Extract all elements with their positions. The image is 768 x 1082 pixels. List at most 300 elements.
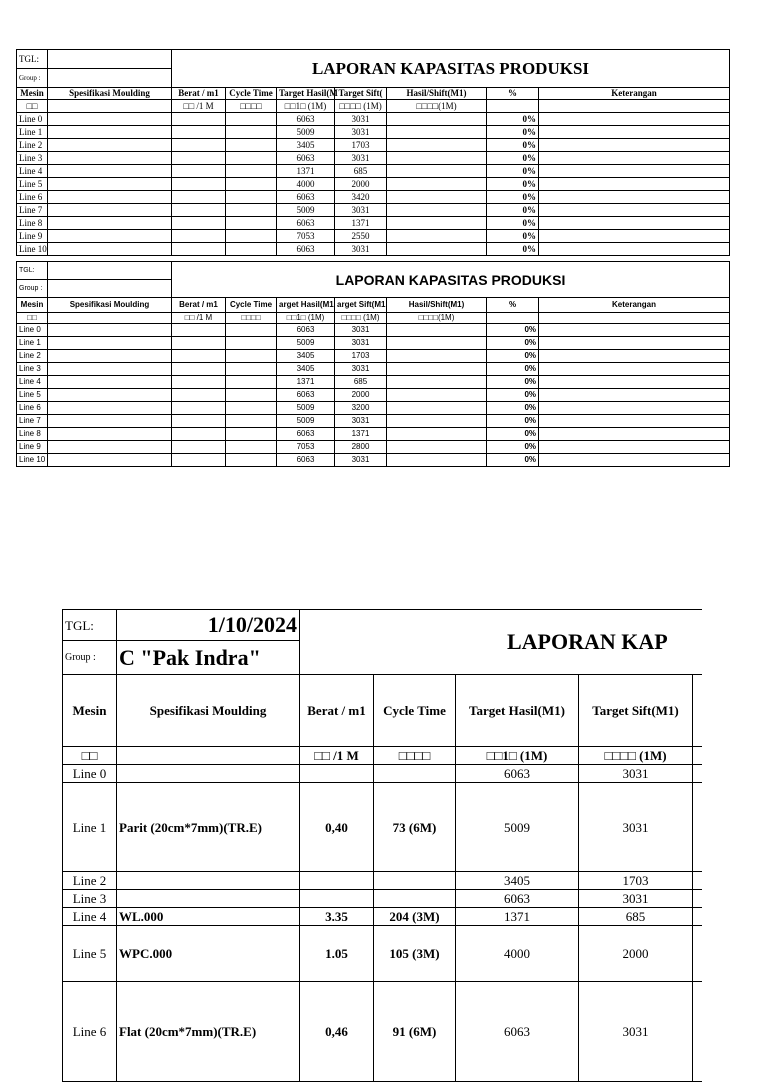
keterangan-cell[interactable] <box>539 204 730 217</box>
header-target-hasil: Target Hasil(M <box>277 88 335 100</box>
cycle-time-cell[interactable] <box>226 428 277 441</box>
subheader-row <box>17 313 730 324</box>
line-cell: Line 5 <box>17 389 48 402</box>
spec-cell[interactable] <box>48 204 172 217</box>
percent-cell: 0% <box>487 389 539 402</box>
berat-cell[interactable] <box>172 191 226 204</box>
group-label: Group : <box>63 641 117 675</box>
percent-cell: 0% <box>487 454 539 467</box>
spec-cell[interactable] <box>48 126 172 139</box>
line-cell: Line 4 <box>63 908 117 926</box>
table-body <box>17 113 730 256</box>
line-cell: Line 8 <box>17 217 48 230</box>
table-row <box>17 243 730 256</box>
cycle-time-cell[interactable] <box>226 152 277 165</box>
table-row <box>17 415 730 428</box>
cycle-time-cell[interactable] <box>226 126 277 139</box>
keterangan-cell[interactable] <box>539 178 730 191</box>
percent-cell: 0% <box>487 243 539 256</box>
hasil-shift-cell[interactable] <box>387 165 487 178</box>
berat-cell[interactable] <box>172 113 226 126</box>
target-hasil-cell: 3405 <box>277 363 335 376</box>
subheader-target-hasil: □□1□ (1M) <box>277 313 335 324</box>
berat-cell: 1.05 <box>300 926 374 982</box>
table-row <box>63 890 703 908</box>
berat-cell[interactable] <box>172 165 226 178</box>
percent-cell: 0% <box>487 178 539 191</box>
subheader-hasil-shift: □□□□(1M) <box>387 100 487 113</box>
cycle-time-cell[interactable] <box>226 165 277 178</box>
table-body <box>17 324 730 467</box>
target-sift-cell: 3031 <box>579 982 693 1082</box>
target-sift-cell: 685 <box>579 908 693 926</box>
percent-cell: 0% <box>487 126 539 139</box>
percent-cell: 0% <box>487 152 539 165</box>
subheader-mesin: □□ <box>17 100 48 113</box>
header-keterangan: Keterangan <box>539 298 730 313</box>
keterangan-cell[interactable] <box>539 402 730 415</box>
spec-cell <box>117 765 300 783</box>
table-row <box>17 389 730 402</box>
table-row <box>17 428 730 441</box>
spec-cell[interactable] <box>48 217 172 230</box>
spec-cell[interactable] <box>48 428 172 441</box>
subheader-berat: □□ /1 M <box>172 313 226 324</box>
spec-cell[interactable] <box>48 230 172 243</box>
target-sift-cell: 3031 <box>335 337 387 350</box>
hasil-shift-cell[interactable] <box>387 139 487 152</box>
group-value[interactable] <box>48 280 172 298</box>
table-row <box>63 783 703 872</box>
subheader-percent <box>487 313 539 324</box>
line-cell: Line 6 <box>17 402 48 415</box>
target-sift-cell: 3031 <box>579 783 693 872</box>
table-row <box>17 376 730 389</box>
berat-cell[interactable] <box>172 230 226 243</box>
keterangan-cell[interactable] <box>539 350 730 363</box>
target-sift-cell: 3031 <box>335 204 387 217</box>
keterangan-cell[interactable] <box>539 243 730 256</box>
spec-cell[interactable] <box>48 178 172 191</box>
overflow-cell[interactable] <box>693 872 703 890</box>
percent-cell: 0% <box>487 428 539 441</box>
header-berat: Berat / m1 <box>300 675 374 747</box>
table-body <box>63 765 703 1082</box>
target-hasil-cell: 6063 <box>277 324 335 337</box>
overflow-cell[interactable] <box>693 926 703 982</box>
hasil-shift-cell[interactable] <box>387 441 487 454</box>
berat-cell[interactable] <box>172 204 226 217</box>
header-target-hasil: arget Hasil(M1 <box>277 298 335 313</box>
line-cell: Line 2 <box>63 872 117 890</box>
line-cell: Line 5 <box>63 926 117 982</box>
table-row <box>17 178 730 191</box>
berat-cell[interactable] <box>172 363 226 376</box>
subheader-target-sift: □□□□ (1M) <box>335 313 387 324</box>
target-sift-cell: 3420 <box>335 191 387 204</box>
zoomed-sheet-viewport <box>0 600 690 1039</box>
spec-cell: WPC.000 <box>117 926 300 982</box>
target-sift-cell: 1703 <box>579 872 693 890</box>
percent-cell: 0% <box>487 363 539 376</box>
keterangan-cell[interactable] <box>539 217 730 230</box>
target-hasil-cell: 5009 <box>277 415 335 428</box>
subheader-target-hasil: □□1□ (1M) <box>277 100 335 113</box>
cycle-time-cell: 105 (3M) <box>374 926 456 982</box>
target-sift-cell: 3031 <box>335 113 387 126</box>
spec-cell[interactable] <box>48 389 172 402</box>
target-hasil-cell: 5009 <box>277 126 335 139</box>
target-sift-cell: 3031 <box>579 765 693 783</box>
keterangan-cell[interactable] <box>539 337 730 350</box>
cycle-time-cell[interactable] <box>226 324 277 337</box>
target-hasil-cell: 3405 <box>277 139 335 152</box>
cycle-time-cell[interactable] <box>226 337 277 350</box>
percent-cell: 0% <box>487 204 539 217</box>
hasil-shift-cell[interactable] <box>387 204 487 217</box>
header-percent: % <box>487 298 539 313</box>
spec-cell[interactable] <box>48 152 172 165</box>
table-row <box>63 982 703 1082</box>
target-sift-cell: 1703 <box>335 139 387 152</box>
spec-cell[interactable] <box>48 191 172 204</box>
berat-cell[interactable] <box>172 178 226 191</box>
percent-cell: 0% <box>487 402 539 415</box>
line-cell: Line 10 <box>17 454 48 467</box>
hasil-shift-cell[interactable] <box>387 243 487 256</box>
spec-cell[interactable] <box>48 165 172 178</box>
group-label: Group : <box>17 69 48 88</box>
report-title: LAPORAN KAPASITAS PRODUKSI <box>172 50 730 88</box>
subheader-row <box>63 747 703 765</box>
percent-cell: 0% <box>487 350 539 363</box>
subheader-mesin: □□ <box>17 313 48 324</box>
line-cell: Line 2 <box>17 350 48 363</box>
header-row <box>63 675 703 747</box>
percent-cell: 0% <box>487 165 539 178</box>
target-sift-cell: 3031 <box>335 415 387 428</box>
cycle-time-cell[interactable] <box>226 376 277 389</box>
line-cell: Line 10 <box>17 243 48 256</box>
target-sift-cell: 3031 <box>335 243 387 256</box>
keterangan-cell[interactable] <box>539 454 730 467</box>
overflow-cell[interactable] <box>693 765 703 783</box>
table-row <box>17 363 730 376</box>
hasil-shift-cell[interactable] <box>387 217 487 230</box>
hasil-shift-cell[interactable] <box>387 152 487 165</box>
line-cell: Line 9 <box>17 441 48 454</box>
group-value[interactable] <box>48 69 172 88</box>
hasil-shift-cell[interactable] <box>387 376 487 389</box>
keterangan-cell[interactable] <box>539 230 730 243</box>
hasil-shift-cell[interactable] <box>387 363 487 376</box>
berat-cell: 0,40 <box>300 783 374 872</box>
subheader-berat: □□ /1 M <box>300 747 374 765</box>
header-berat: Berat / m1 <box>172 88 226 100</box>
spec-cell[interactable] <box>48 139 172 152</box>
group-value[interactable]: C "Pak Indra" <box>117 641 300 675</box>
berat-cell[interactable] <box>172 415 226 428</box>
berat-cell[interactable] <box>172 152 226 165</box>
cycle-time-cell[interactable] <box>226 113 277 126</box>
hasil-shift-cell[interactable] <box>387 230 487 243</box>
header-hasil-shift: Hasil/Shift(M1) <box>387 88 487 100</box>
hasil-shift-cell[interactable] <box>387 126 487 139</box>
spec-cell[interactable] <box>48 376 172 389</box>
cycle-time-cell[interactable] <box>226 178 277 191</box>
hasil-shift-cell[interactable] <box>387 428 487 441</box>
subheader-cycle-time: □□□□ <box>226 313 277 324</box>
target-hasil-cell: 5009 <box>277 204 335 217</box>
table-row <box>17 454 730 467</box>
spec-cell[interactable] <box>48 243 172 256</box>
hasil-shift-cell[interactable] <box>387 324 487 337</box>
keterangan-cell[interactable] <box>539 152 730 165</box>
line-cell: Line 3 <box>63 890 117 908</box>
tgl-value[interactable] <box>48 262 172 280</box>
report-title: LAPORAN KAP <box>300 610 703 675</box>
target-sift-cell: 3031 <box>335 454 387 467</box>
target-hasil-cell: 6063 <box>277 191 335 204</box>
line-cell: Line 1 <box>17 126 48 139</box>
berat-cell[interactable] <box>172 428 226 441</box>
subheader-keterangan <box>539 313 730 324</box>
berat-cell[interactable] <box>172 376 226 389</box>
cycle-time-cell[interactable] <box>226 139 277 152</box>
cycle-time-cell[interactable] <box>226 217 277 230</box>
line-cell: Line 5 <box>17 178 48 191</box>
hasil-shift-cell[interactable] <box>387 191 487 204</box>
spec-cell: WL.000 <box>117 908 300 926</box>
line-cell: Line 2 <box>17 139 48 152</box>
spec-cell[interactable] <box>48 441 172 454</box>
cycle-time-cell[interactable] <box>226 363 277 376</box>
berat-cell[interactable] <box>172 389 226 402</box>
berat-cell[interactable] <box>172 402 226 415</box>
table-row <box>17 350 730 363</box>
percent-cell: 0% <box>487 230 539 243</box>
cycle-time-cell <box>374 872 456 890</box>
table-row <box>17 126 730 139</box>
line-cell: Line 0 <box>63 765 117 783</box>
header-berat: Berat / m1 <box>172 298 226 313</box>
berat-cell[interactable] <box>172 126 226 139</box>
spec-cell[interactable] <box>48 113 172 126</box>
spec-cell[interactable] <box>48 350 172 363</box>
overflow-cell[interactable] <box>693 982 703 1082</box>
subheader-hasil-shift: □□□□(1M) <box>387 313 487 324</box>
spec-cell[interactable] <box>48 415 172 428</box>
header-overflow <box>693 675 703 747</box>
header-row <box>17 298 730 313</box>
keterangan-cell[interactable] <box>539 191 730 204</box>
header-target-sift: arget Sift(M1 <box>335 298 387 313</box>
keterangan-cell[interactable] <box>539 139 730 152</box>
subheader-mesin: □□ <box>63 747 117 765</box>
spec-cell: Flat (20cm*7mm)(TR.E) <box>117 982 300 1082</box>
target-hasil-cell: 6063 <box>456 890 579 908</box>
tgl-value[interactable] <box>48 50 172 69</box>
spec-cell[interactable] <box>48 324 172 337</box>
line-cell: Line 7 <box>17 415 48 428</box>
hasil-shift-cell[interactable] <box>387 337 487 350</box>
table-row <box>17 165 730 178</box>
keterangan-cell[interactable] <box>539 415 730 428</box>
spec-cell[interactable] <box>48 402 172 415</box>
line-cell: Line 6 <box>63 982 117 1082</box>
berat-cell <box>300 890 374 908</box>
cycle-time-cell[interactable] <box>226 230 277 243</box>
cycle-time-cell <box>374 890 456 908</box>
cycle-time-cell <box>374 765 456 783</box>
subheader-spesifikasi <box>48 100 172 113</box>
overflow-cell[interactable] <box>693 908 703 926</box>
target-hasil-cell: 6063 <box>277 454 335 467</box>
keterangan-cell[interactable] <box>539 165 730 178</box>
header-spesifikasi: Spesifikasi Moulding <box>48 298 172 313</box>
header-mesin: Mesin <box>63 675 117 747</box>
percent-cell: 0% <box>487 217 539 230</box>
berat-cell[interactable] <box>172 454 226 467</box>
cycle-time-cell[interactable] <box>226 415 277 428</box>
berat-cell: 3.35 <box>300 908 374 926</box>
line-cell: Line 0 <box>17 113 48 126</box>
keterangan-cell[interactable] <box>539 389 730 402</box>
header-target-sift: Target Sift(M1) <box>579 675 693 747</box>
spec-cell[interactable] <box>48 337 172 350</box>
keterangan-cell[interactable] <box>539 363 730 376</box>
target-hasil-cell: 5009 <box>456 783 579 872</box>
percent-cell: 0% <box>487 191 539 204</box>
header-hasil-shift: Hasil/Shift(M1) <box>387 298 487 313</box>
hasil-shift-cell[interactable] <box>387 350 487 363</box>
target-hasil-cell: 5009 <box>277 402 335 415</box>
header-mesin: Mesin <box>17 298 48 313</box>
percent-cell: 0% <box>487 324 539 337</box>
subheader-spesifikasi <box>117 747 300 765</box>
subheader-cycle-time: □□□□ <box>226 100 277 113</box>
table-row <box>63 872 703 890</box>
header-cycle-time: Cycle Time <box>226 88 277 100</box>
spec-cell[interactable] <box>48 454 172 467</box>
target-sift-cell: 3031 <box>335 363 387 376</box>
target-sift-cell: 3031 <box>579 890 693 908</box>
cycle-time-cell[interactable] <box>226 243 277 256</box>
target-hasil-cell: 6063 <box>277 389 335 402</box>
subheader-keterangan <box>539 100 730 113</box>
line-cell: Line 4 <box>17 165 48 178</box>
line-cell: Line 3 <box>17 363 48 376</box>
report-table-2 <box>16 261 730 467</box>
cycle-time-cell[interactable] <box>226 191 277 204</box>
line-cell: Line 1 <box>17 337 48 350</box>
target-hasil-cell: 7053 <box>277 441 335 454</box>
table-row <box>17 204 730 217</box>
berat-cell[interactable] <box>172 350 226 363</box>
berat-cell[interactable] <box>172 324 226 337</box>
cycle-time-cell[interactable] <box>226 350 277 363</box>
target-sift-cell: 3031 <box>335 126 387 139</box>
berat-cell[interactable] <box>172 337 226 350</box>
target-hasil-cell: 6063 <box>456 765 579 783</box>
table-row <box>17 139 730 152</box>
target-hasil-cell: 6063 <box>456 982 579 1082</box>
spec-cell <box>117 890 300 908</box>
berat-cell[interactable] <box>172 441 226 454</box>
tgl-label: TGL: <box>17 262 48 280</box>
subheader-percent <box>487 100 539 113</box>
table-row <box>17 113 730 126</box>
keterangan-cell[interactable] <box>539 113 730 126</box>
overflow-cell[interactable] <box>693 783 703 872</box>
spec-cell[interactable] <box>48 363 172 376</box>
overflow-cell[interactable] <box>693 890 703 908</box>
keterangan-cell[interactable] <box>539 441 730 454</box>
berat-cell[interactable] <box>172 243 226 256</box>
header-keterangan: Keterangan <box>539 88 730 100</box>
cycle-time-cell[interactable] <box>226 441 277 454</box>
target-sift-cell: 685 <box>335 376 387 389</box>
spec-cell: Parit (20cm*7mm)(TR.E) <box>117 783 300 872</box>
table-row <box>17 441 730 454</box>
berat-cell <box>300 765 374 783</box>
target-sift-cell: 685 <box>335 165 387 178</box>
berat-cell[interactable] <box>172 139 226 152</box>
cycle-time-cell[interactable] <box>226 454 277 467</box>
target-hasil-cell: 1371 <box>456 908 579 926</box>
cycle-time-cell[interactable] <box>226 204 277 217</box>
target-hasil-cell: 4000 <box>277 178 335 191</box>
hasil-shift-cell[interactable] <box>387 415 487 428</box>
cycle-time-cell[interactable] <box>226 402 277 415</box>
header-target-hasil: Target Hasil(M1) <box>456 675 579 747</box>
target-hasil-cell: 6063 <box>277 217 335 230</box>
hasil-shift-cell[interactable] <box>387 454 487 467</box>
target-hasil-cell: 6063 <box>277 113 335 126</box>
target-hasil-cell: 4000 <box>456 926 579 982</box>
keterangan-cell[interactable] <box>539 126 730 139</box>
report-date[interactable]: 1/10/2024 <box>117 610 300 641</box>
line-cell: Line 1 <box>63 783 117 872</box>
target-sift-cell: 1371 <box>335 428 387 441</box>
header-percent: % <box>487 88 539 100</box>
keterangan-cell[interactable] <box>539 376 730 389</box>
table-row <box>63 765 703 783</box>
subheader-target-sift: □□□□ (1M) <box>335 100 387 113</box>
berat-cell[interactable] <box>172 217 226 230</box>
report-table-1 <box>16 49 730 256</box>
keterangan-cell[interactable] <box>539 428 730 441</box>
keterangan-cell[interactable] <box>539 324 730 337</box>
table-row <box>17 152 730 165</box>
hasil-shift-cell[interactable] <box>387 402 487 415</box>
line-cell: Line 9 <box>17 230 48 243</box>
hasil-shift-cell[interactable] <box>387 113 487 126</box>
header-spesifikasi: Spesifikasi Moulding <box>117 675 300 747</box>
report-table-3 <box>62 609 702 1082</box>
cycle-time-cell: 204 (3M) <box>374 908 456 926</box>
cycle-time-cell[interactable] <box>226 389 277 402</box>
line-cell: Line 0 <box>17 324 48 337</box>
hasil-shift-cell[interactable] <box>387 178 487 191</box>
percent-cell: 0% <box>487 337 539 350</box>
subheader-cycle-time: □□□□ <box>374 747 456 765</box>
table-row <box>17 337 730 350</box>
table-row <box>63 908 703 926</box>
hasil-shift-cell[interactable] <box>387 389 487 402</box>
report-title: LAPORAN KAPASITAS PRODUKSI <box>172 262 730 298</box>
subheader-row <box>17 100 730 113</box>
